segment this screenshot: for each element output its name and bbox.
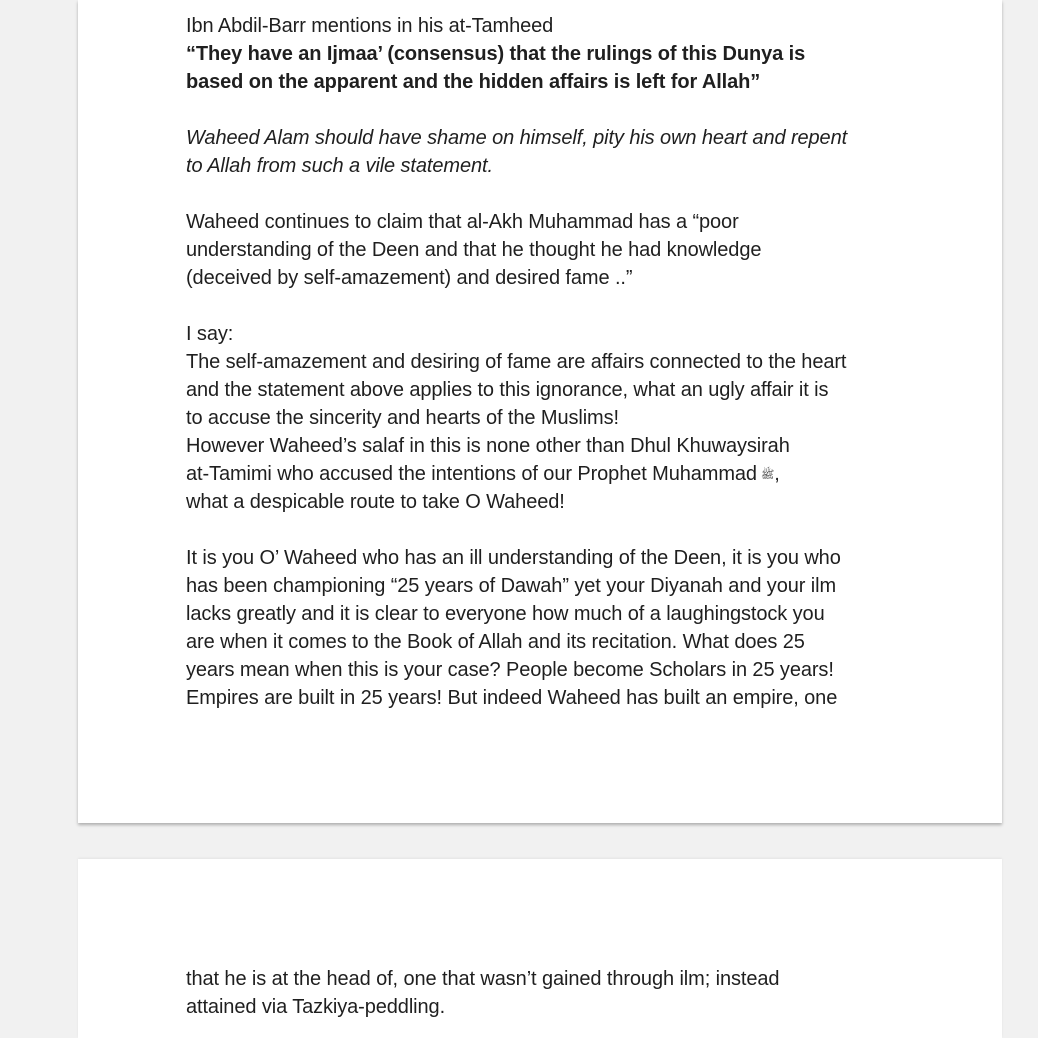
- claim-line-3: (deceived by self-amazement) and desired fame ..”: [186, 267, 633, 289]
- italic-line-2: to Allah from such a vile statement.: [186, 155, 493, 177]
- paragraph-gap: [186, 180, 946, 208]
- document-page-1: [78, 0, 1002, 823]
- italic-line-1: Waheed Alam should have shame on himself, pity his own heart and repent: [186, 127, 848, 149]
- reply-line-3: to accuse the sincerity and hearts of the Muslims!: [186, 407, 619, 429]
- page-1-text: [186, 12, 946, 712]
- paragraph-gap: [186, 96, 946, 124]
- final-line-3: lacks greatly and it is clear to everyone how much of a laughingstock you: [186, 603, 825, 625]
- final-line-1: It is you O’ Waheed who has an ill understanding of the Deen, it is you who: [186, 547, 841, 569]
- paragraph-gap: [186, 292, 946, 320]
- claim-line-2: understanding of the Deen and that he thought he had knowledge: [186, 239, 762, 261]
- final-line-5: years mean when this is your case? People become Scholars in 25 years!: [186, 659, 834, 681]
- prophet-line: [186, 460, 946, 488]
- quote-line-1: “They have an Ijmaa’ (consensus) that the rulings of this Dunya is: [186, 43, 806, 65]
- page-2-line-2: attained via Tazkiya-peddling.: [186, 996, 446, 1018]
- i-say-line: I say:: [186, 323, 234, 345]
- claim-line-1: Waheed continues to claim that al-Akh Muhammad has a “poor: [186, 211, 739, 233]
- page-2-text: [186, 965, 946, 1021]
- salawat-glyph: ﷺ: [760, 468, 775, 481]
- quote-line-2: based on the apparent and the hidden affairs is left for Allah”: [186, 71, 761, 93]
- final-line-2: has been championing “25 years of Dawah” yet your Diyanah and your ilm: [186, 575, 837, 597]
- final-line-6: Empires are built in 25 years! But indeed Waheed has built an empire, one: [186, 687, 838, 709]
- final-line-4: are when it comes to the Book of Allah and its recitation. What does 25: [186, 631, 805, 653]
- intro-line: Ibn Abdil-Barr mentions in his at-Tamheed: [186, 15, 554, 37]
- reply-line-2: and the statement above applies to this ignorance, what an ugly affair it is: [186, 379, 829, 401]
- route-line: what a despicable route to take O Waheed!: [186, 491, 565, 513]
- prophet-line-text: at-Tamimi who accused the intentions of our Prophet Muhammad: [186, 463, 757, 485]
- paragraph-gap: [186, 516, 946, 544]
- reply-line-4: However Waheed’s salaf in this is none other than Dhul Khuwaysirah: [186, 435, 790, 457]
- page-2-line-1: that he is at the head of, one that wasn’t gained through ilm; instead: [186, 968, 780, 990]
- document-page-2: [78, 859, 1002, 1038]
- prophet-line-comma: ,: [774, 463, 780, 485]
- reply-line-1: The self-amazement and desiring of fame are affairs connected to the heart: [186, 351, 847, 373]
